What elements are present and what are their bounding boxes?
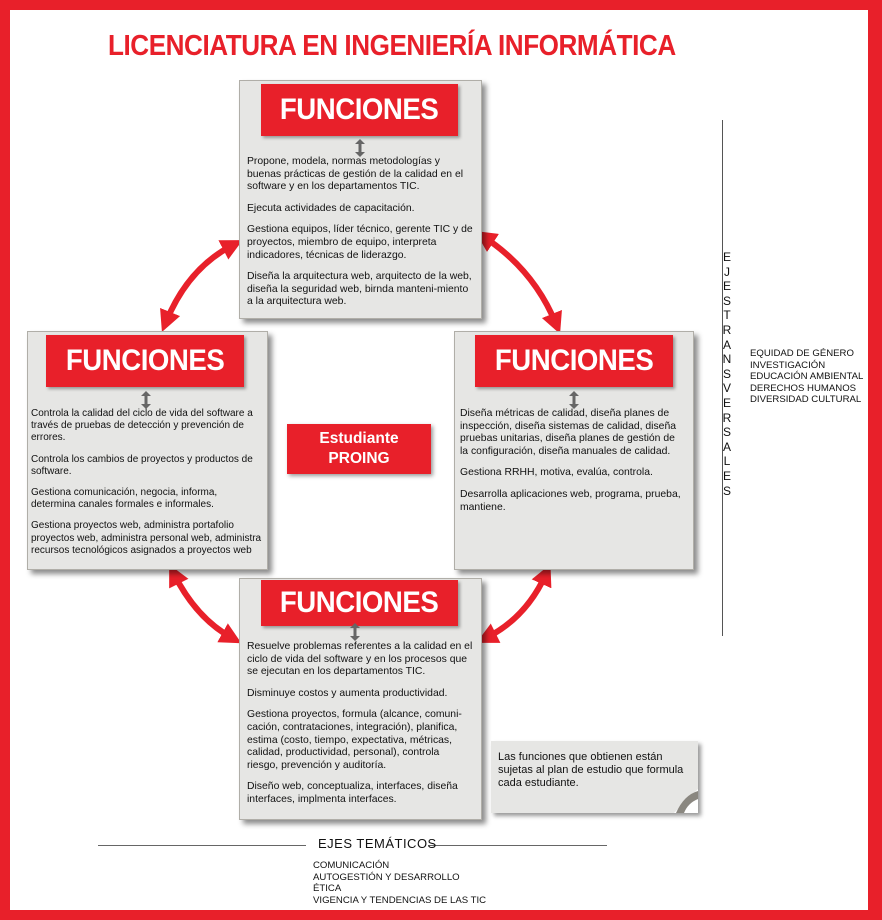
panel-top-header: FUNCIONES: [261, 84, 458, 136]
ejes-tematicos-item: VIGENCIA Y TENDENCIAS DE LAS TIC: [313, 894, 487, 906]
ejes-transversales-item: EQUIDAD DE GÉNERO: [750, 348, 854, 359]
ejes-transversales-item: DIVERSIDAD CULTURAL: [750, 394, 862, 406]
ejes-tematicos-line-left: [98, 845, 306, 846]
ejes-transversales-letter: S: [722, 425, 731, 440]
panel-right-paragraph: Diseña métricas de calidad, diseña planes de inspección, diseña sistemas de calidad, diseña pruebas unitarias, diseña planes de gestión de la configuración, diseña manuales de calidad.: [460, 408, 677, 457]
ejes-transversales-letter: A: [722, 439, 731, 454]
ejes-transversales-letter: R: [722, 322, 732, 337]
panel-right-header: FUNCIONES: [475, 335, 673, 387]
note-box: [491, 741, 698, 813]
ejes-transversales-letter: E: [722, 250, 731, 264]
ejes-transversales-letter: N: [722, 352, 732, 367]
panel-top-paragraph: Diseña la arquitectura web, arquitecto de la web, diseña la seguridad web, birnda manteni-miento a la arquitectura web.: [247, 271, 472, 308]
arrow-bottom-left: [174, 574, 232, 638]
panel-bottom-paragraph: Gestiona proyectos, formula (alcance, comuni-cación, contrataciones, integración), planifica, estima (costo, tiempo, expectativa, métricas, calidad, productividad, personal), controla riesgo, prevención y auditoría.: [247, 709, 462, 771]
page-curl-icon: [674, 789, 698, 813]
ejes-transversales-letter: L: [723, 454, 731, 469]
ejes-tematicos-list: [313, 860, 486, 906]
ejes-transversales-letter: S: [722, 293, 731, 308]
panel-left-paragraph: Controla los cambios de proyectos y productos de software.: [31, 453, 253, 477]
ejes-transversales-title: [720, 250, 734, 498]
double-arrow-icon: [355, 139, 365, 157]
panel-left-text: [31, 408, 263, 566]
panel-bottom-header: FUNCIONES: [261, 580, 458, 626]
ejes-transversales-letter: R: [722, 410, 732, 425]
center-student-box: [287, 424, 431, 474]
panel-bottom-text: [247, 641, 473, 816]
center-line-1: Estudiante: [319, 430, 399, 447]
ejes-transversales-item: DERECHOS HUMANOS: [750, 382, 857, 394]
panel-right-text: [460, 408, 685, 523]
panel-left-paragraph: Gestiona proyectos web, administra portafolio proyectos web, administra personal web, administra recursos tecnológicos asignados a proyectos web: [31, 520, 262, 556]
double-arrow-icon: [141, 391, 151, 409]
note-text: Las funciones que obtienen están sujetas al plan de estudio que formula cada estudiante.: [498, 751, 684, 789]
panel-top-paragraph: Gestiona equipos, líder técnico, gerente TIC y de proyectos, miembro de equipo, interpreta indicadores, técnicas de liderazgo.: [247, 224, 473, 261]
panel-left-paragraph: Gestiona comunicación, negocia, informa, determina canales formales e informales.: [31, 487, 218, 511]
ejes-transversales-list: [750, 348, 863, 406]
ejes-tematicos-line-right: [428, 845, 607, 846]
ejes-tematicos-item: ÉTICA: [313, 883, 342, 895]
arrow-top-right: [484, 237, 556, 324]
ejes-transversales-letter: S: [722, 483, 731, 498]
arrow-bottom-right: [486, 574, 546, 638]
ejes-tematicos-title: EJES TEMÁTICOS: [318, 836, 437, 851]
panel-left-header: FUNCIONES: [46, 335, 244, 387]
panel-top-paragraph: Ejecuta actividades de capacitación.: [247, 202, 415, 214]
double-arrow-icon: [350, 623, 360, 641]
ejes-transversales-letter: V: [722, 381, 731, 396]
panel-top-paragraph: Propone, modela, normas metodologías y buenas prácticas de gestión de la calidad en el software y en los departamentos TIC.: [247, 156, 464, 193]
panel-left-paragraph: Controla la calidad del ciclo de vida del software a través de pruebas de detección y prevención de errores.: [31, 408, 253, 444]
page-title: LICENCIATURA EN INGENIERÍA INFORMÁTICA: [108, 30, 676, 62]
ejes-transversales-letter: T: [723, 308, 731, 323]
panel-right-paragraph: Desarrolla aplicaciones web, programa, prueba, mantiene.: [460, 488, 681, 513]
panel-bottom-paragraph: Resuelve problemas referentes a la calidad en el ciclo de vida del software y en los procesos que se ejecutan en los departamentos TIC.: [247, 641, 473, 678]
center-line-2: PROING: [328, 450, 390, 467]
ejes-transversales-item: EDUCACIÓN AMBIENTAL: [750, 371, 864, 383]
ejes-transversales-letter: J: [724, 264, 730, 279]
panel-bottom-paragraph: Diseño web, conceptualiza, interfaces, diseña interfaces, implmenta interfaces.: [247, 781, 458, 805]
ejes-tematicos-item: AUTOGESTIÓN Y DESARROLLO: [313, 871, 460, 883]
panel-right-paragraph: Gestiona RRHH, motiva, evalúa, controla.: [460, 467, 653, 479]
ejes-transversales-letter: E: [722, 279, 731, 294]
ejes-transversales-letter: A: [722, 337, 731, 352]
ejes-transversales-letter: S: [722, 366, 731, 381]
arrow-top-left: [166, 245, 233, 322]
ejes-transversales-item: INVESTIGACIÓN: [750, 359, 826, 371]
ejes-tematicos-item: COMUNICACIÓN: [313, 860, 390, 871]
panel-bottom-paragraph: Disminuye costos y aumenta productividad.: [247, 687, 448, 699]
ejes-transversales-letter: E: [722, 468, 731, 483]
ejes-transversales-letter: E: [722, 395, 731, 410]
panel-top-text: [247, 156, 473, 318]
double-arrow-icon: [569, 391, 579, 409]
